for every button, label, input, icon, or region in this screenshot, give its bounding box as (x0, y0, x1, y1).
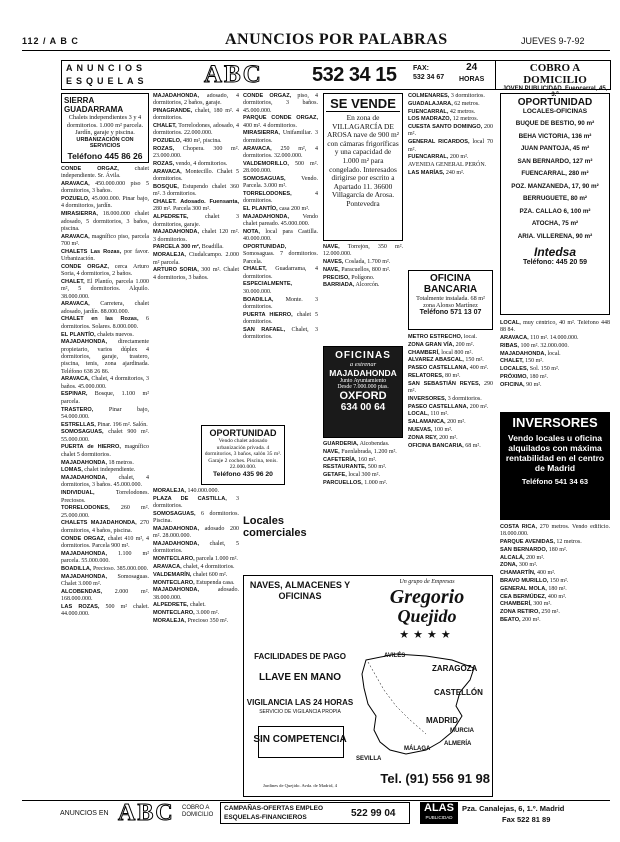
classified-ad: TORRELODONES, 4 dormitorios. (243, 190, 318, 205)
classified-ad: EL PLANTÍO, casa 200 m². (243, 205, 310, 212)
classified-ad: GENERAL MOLA, 180 m². (500, 585, 567, 592)
classified-ad: ROZAS, Chopera. 300 m². 23.000.000. (153, 146, 239, 160)
classified-ad: MONTECLARO, 3.000 m². (153, 610, 220, 617)
classified-ad: BOADILLA, Precioso. 385.000.000. (61, 565, 149, 572)
classified-ad: ARAVACA, Carretera, chalet adosado, jardín. 88.000.000. (61, 301, 149, 315)
classified-ad: PASEO CASTELLANA, 400 m². (408, 365, 489, 372)
oportunidad-item: ARIA. VILLERENA, 90 m² (517, 232, 593, 240)
oportunidad-item: BERRUGUETE, 80 m² (522, 195, 588, 202)
classified-ad: CONDE ORGAZ, chalet independiente. Sr. Ávila. (61, 166, 149, 180)
classified-ad: VALDEMORILLO, 500 m². 28.000.000. (243, 160, 318, 174)
classified-ad: ARAVACA, magnífico piso, parcela 700 m². (61, 233, 149, 247)
banner-fax: FAX: 532 34 67 (413, 65, 445, 81)
classified-ad: RESTAURANTE, 500 m². (323, 464, 387, 471)
abc-logo: ABC (204, 61, 263, 88)
classified-ad: LOMAS, chalet independiente. (61, 467, 136, 474)
footer-anuncios: ANUNCIOS EN (60, 810, 109, 817)
classified-ad: LOCALES, Sol. 150 m². (500, 366, 560, 373)
banner-anuncios: ANUNCIOS (66, 63, 147, 73)
classified-ad: TRASTERO, Pinar bajo, 54.000.000. (61, 406, 149, 420)
classified-ad: CHALET, Guadarrama, 4 dormitorios. (243, 266, 318, 280)
classified-ad: ARAVACA, Chalet, 4 dormitorios, 3 baños. 45.000.000. (61, 376, 149, 390)
classified-ad: MORALEJA, Precioso 350 m². (153, 618, 229, 625)
classified-ad: ZONA REY, 200 m². (408, 434, 458, 441)
classified-ad: MAJADAHONDA, adosado 200 m². 28.000.000. (153, 525, 239, 540)
classified-ad: ALCALÁ, 200 m². (500, 554, 545, 561)
classified-ad: SAN BERNARDO, 180 m². (500, 546, 568, 553)
classified-ad: ARTURO SORIA, 300 m². Chalet 4 dormitorios, 3 baños. (153, 267, 239, 281)
naves-quejido-ad: NAVES, ALMACENES Y OFICINAS FACILIDADES DE PAGO LLAVE EN MANO VIGILANCIA LAS 24 HORAS SERVICIO DE VIGILANCIA PROPIA SIN COMPETENCIA Jardines de Quejido. Avda. de Madrid, 4 Un grupo de Empresas Gregorio Quejido ★★★★ AVILÉS ZARAGOZA CASTELLÓN MADRID SEVILLA MÁLAGA ALMERÍA MURCIA Tel. (91) 556 91 98 (243, 575, 493, 797)
sin-competencia: SIN COMPETENCIA (253, 734, 347, 745)
classified-ad: ARAVACA, Montecillo. Chalet 5 dormitorios. (153, 168, 239, 183)
classified-ad: FUENCARRAL, 200 m². (408, 154, 469, 161)
classified-ad: MAJADAHONDA, Somosaguas. Chalet 3.000 m². (61, 573, 149, 587)
footer-address: Pza. Canalejas, 6, 1.º. Madrid (462, 804, 565, 813)
banner-phone: 532 34 15 (312, 64, 397, 86)
classified-ad: COSTA RICA, 270 metros. Vendo edificio. 18.000.000. (500, 524, 610, 538)
classified-ad: PARCUELLOS, 1.000 m². (323, 479, 388, 486)
classified-ad: CONDE ORGAZ, piso, 4 dormitorios, 3 baños. 45.000.000. (243, 93, 318, 114)
sierra-phone: Teléfono 445 86 26 (67, 150, 143, 161)
classified-column-5b (408, 334, 493, 574)
classified-ad: PASEO CASTELLANA, 200 m². (408, 403, 489, 410)
classified-ad: POZUELO, 480 m², piscina. (153, 138, 222, 145)
classified-ad: INDIVIDUAL, Torrelodones. Preciosos. (61, 490, 149, 504)
section-title: ANUNCIOS POR PALABRAS (225, 31, 448, 48)
classified-ad: SALAMANCA, 200 m². (408, 419, 466, 426)
classified-ad: RIBAS, 100 m². 32.000.000. (500, 342, 569, 349)
se-vende-ad: SE VENDE En zona de VILLAGARCÍA DE AROSA nave de 900 m² con cámaras frigoríficas y una capacidad de 1.000 m² para congelado. Interesados dirigirse por escrito a Apartado 11. 36600 Villagarcía de Arosa. Pontevedra (323, 93, 403, 241)
oportunidad-item: SAN BERNARDO, 127 m² (517, 157, 593, 165)
classified-ad: SOMOSAGUAS, chalet 900 m². 55.000.000. (61, 429, 149, 443)
sierra-title: SIERRA GUADARRAMA (64, 96, 124, 114)
classified-ad: LAS MARÍAS, 240 m². (408, 169, 465, 176)
classified-ad: OFICINA BANCARIA, 68 m². (408, 442, 481, 449)
city-1: AVILÉS (384, 653, 406, 659)
bancaria-ad: OFICINA BANCARIA Totalmente instalada. 68 m² zona Alonso Martínez Teléfono 571 13 07 (408, 270, 493, 330)
classified-ad: LAS ROZAS, 500 m² chalet. 44.000.000. (61, 603, 149, 618)
classified-ad: ALCOBENDAS, 2.000 m². 168.000.000. (61, 588, 149, 602)
oportunidad-item: BEHA VICTORIA, 136 m² (518, 132, 592, 140)
classified-ad: RELATORES, 80 m². (408, 372, 461, 379)
classified-ad: EL PLANTÍO, chalets nuevos. (61, 331, 134, 338)
alas-logo: ALAS PUBLICIDAD (420, 802, 458, 824)
banner-hours: 24 HORAS (459, 62, 485, 83)
classified-ad: ROZAS, vendo, 4 dormitorios. (153, 161, 228, 168)
classified-ad: NAVE, Paracuellos, 800 m². (323, 266, 391, 273)
classified-ad: PINAGRANDE, chalet, 180 m². 4 dormitorios. (153, 108, 239, 122)
classified-ad: MIRASIERRA, Unifamiliar. 3 dormitorios. (243, 130, 318, 144)
city-4: MADRID (426, 716, 458, 725)
classified-ad: BOSQUE, Estupendo chalet 360 m². 3 dormitorios. (153, 184, 239, 198)
banner-labels (66, 62, 148, 88)
classified-ad: METRO ESTRECHO, local. (408, 334, 478, 340)
classified-ad: ALVAREZ ABASCAL, 150 m². (408, 357, 484, 364)
classified-ad: ALPEDRETE, chalet 3 dormitorios, garaje. (153, 214, 239, 228)
classified-column-2 (153, 93, 239, 423)
classified-ad: CONDE ORGAZ, chalet 410 m², 4 dormitorios. Parcela 900 m². (61, 535, 149, 549)
classified-ad: SAN SEBASTIÁN REYES, 290 m². (408, 380, 493, 395)
oportunidad-items (504, 118, 606, 243)
classified-ad: NAVE, Torrejón, 350 m². 12.000.000. (323, 244, 403, 258)
banner-cobro: COBRO A DOMICILIO JOVEN PUBLICIDAD. Fuencarral, 45, 3.º (502, 62, 608, 98)
classified-ad: ZONA RETIRO, 250 m². (500, 609, 560, 616)
classified-ad: ZONA, 300 m². (500, 562, 538, 569)
classified-ad: PARCELA 300 m², Boadilla. (153, 244, 224, 251)
classified-ad: SOMOSAGUAS, 6 dormitorios. Piscina. (153, 510, 239, 525)
classified-ad: CHALETS MAJADAHONDA, 270 dormitorios, 4 baños, piscina. (61, 520, 149, 534)
page-number: 112 / A B C (22, 36, 79, 46)
classified-ad: AVENIDA GENERAL PERÓN. (408, 162, 487, 169)
classified-ad: PUERTA HIERRO, chalet 5 dormitorios. (243, 311, 318, 325)
classified-ad: CAFETERÍA, 160 m². (323, 456, 377, 463)
classified-ad: MONTECLARO, Estupenda casa. (153, 579, 235, 586)
footer-fax: Fax 522 81 89 (502, 815, 551, 824)
classified-ad: OFICINA, 90 m². (500, 381, 542, 388)
classified-ad: MIRASIERRA, 18.000.000 chalet adosado, 5 dormitorios, 3 baños, piscina. (61, 211, 149, 232)
classified-ad: POZUELO, 45.000.000. Pinar bajo, 4 dormitorios, jardín. (61, 196, 149, 210)
classified-ad: MAJADAHONDA, 1.100 m² parcela. 55.000.000. (61, 550, 149, 564)
classified-ad: MORALEJA, 140.000.000. (153, 488, 219, 494)
oportunidad-ad: OPORTUNIDAD Vendo chalet adosado urbanización privada. 4 dormitorios, 3 baños, salón 35 m². Garaje 2 coches. Piscina, tenis. 22.000.000. Teléfono 435 96 20 (201, 425, 285, 485)
classified-ad: LOS MADRAZO, 12 metros. (408, 116, 479, 123)
classified-ad: GENERAL RICARDOS, local 70 m². (408, 139, 493, 153)
oportunidad-item: FUENCARRAL, 280 m² (521, 170, 589, 177)
classified-ad: MONTECLARO, parcela 1.000 m². (153, 556, 238, 563)
sierra-sub: URBANIZACIÓN CON SERVICIOS (76, 136, 134, 149)
classified-ad: ARAVACA, 450.000.000 piso 5 dormitorios, 3 baños. (61, 181, 149, 195)
classified-ad: SOMOSAGUAS, Vendo. Parcela. 3.000 m². (243, 175, 318, 190)
classified-ad: CHALET, Torrelodones, adosado, 4 dormitorios. 22.000.000. (153, 123, 239, 137)
classified-ad: INVERSORES, 3 dormitorios. (408, 395, 482, 402)
classified-ad: ESPINAR, Bosque, 1.100 m² parcela. (61, 391, 149, 405)
classified-ad: CHAMBERÍ, 300 m². (500, 601, 552, 608)
classified-ad: NUEVAS, 100 m². (408, 427, 453, 434)
stars: ★★★★ (399, 629, 455, 641)
classified-ad: CEA BERMÚDEZ, 400 m². (500, 593, 567, 600)
classified-ad: BARRIADA, Alcorcón. (323, 282, 380, 289)
classified-ad: CUESTA SANTO DOMINGO, 200 m². (408, 124, 493, 138)
classified-ad: CHAMBERÍ, local 800 m². (408, 349, 473, 356)
sierra-ad (61, 93, 149, 163)
classified-ad: CHAMARTÍN, 400 m². (500, 570, 556, 577)
quejido-phone: Tel. (91) 556 91 98 (380, 771, 490, 786)
classified-ad: VALDEMARÍN, chalet 600 m². (153, 571, 228, 578)
classified-ad: CHALET, 150 m². (500, 358, 544, 365)
classified-ad: BEATO, 200 m². (500, 617, 541, 624)
oportunidad-item: PZA. CALLAO 6, 100 m² (519, 207, 591, 215)
classified-ad: MAJADAHONDA, chalet, 5 dormitorios. (153, 541, 239, 555)
classified-column-3 (243, 93, 318, 573)
classified-ad: LOCAL, muy céntrico, 40 m². Teléfono 448 88 84. (500, 320, 610, 334)
footer-cobro: COBRO A DOMICILIO (182, 805, 214, 818)
classified-ad: CHALET, El Plantío, parcela 1.000 m², 5 dormitorios. Alquilo. 38.000.000. (61, 278, 149, 300)
classified-ad: NAVES, Coslada, 1.700 m². (323, 259, 391, 266)
city-6: MÁLAGA (404, 746, 431, 752)
classified-ad: BOADILLA, Monte. 3 dormitorios. (243, 296, 318, 310)
classified-ad: MAJADAHONDA, chalet 120 m². 3 dormitorios. (153, 229, 239, 243)
footer-abc-logo: ABC (118, 800, 175, 826)
oportunidad-locales-ad: OPORTUNIDAD LOCALES-OFICINAS BUQUE DE BESTIO, 90 m² BEHA VICTORIA, 136 m² JUAN PANTOJA, 45 m² SAN BERNARDO, 127 m² FUENCARRAL, 280 m² POZ. MANZANEDA, 17, 90 m² BERRUGUETE, 80 m² PZA. CALLAO 6, 100 m² ATOCHA, 75 m² ARIA. VILLERENA, 90 m² Intedsa Teléfono: 445 20 59 (500, 93, 610, 315)
classified-column-4b (323, 441, 403, 573)
sierra-body: Chalets independientes 3 y 4 dormitorios. 1.000 m² parcela. Jardín, garaje y piscina. (66, 114, 144, 136)
classified-ad: ZONA GRAN VÍA, 200 m². (408, 341, 475, 348)
oportunidad-item: POZ. MANZANEDA, 17, 90 m² (511, 182, 599, 190)
classified-ad: ESPECIALMENTE, 30.000.000. (243, 281, 293, 295)
classified-column-4 (323, 244, 403, 344)
classified-ad: BRAVO MURILLO, 150 m². (500, 578, 569, 585)
classified-ad: ARAVACA, chalet, 4 dormitorios. (153, 563, 235, 570)
oportunidad-item: JUAN PANTOJA, 45 m² (520, 145, 590, 152)
header-rule (22, 50, 610, 51)
oficinas-ad: OFICINAS a estrenar MAJADAHONDA Junto Ayuntamiento Desde 7.000.000 ptas. OXFORD 634 00 64 (323, 346, 403, 438)
classified-ad: OPORTUNIDAD, Somosaguas. 7 dormitorios. Parcela. (243, 243, 318, 265)
locales-heading: Locales comerciales (243, 515, 307, 539)
classified-ad: NAVE, Fuenlabrada, 1.200 m². (323, 448, 397, 455)
classified-ad: ARAVACA, 250 m², 4 dormitorios. 32.000.000. (243, 145, 318, 159)
classified-column-2b (153, 488, 239, 796)
classified-ad: GUADALAJARA, 62 metros. (408, 100, 480, 107)
classified-ad: PRECISO, Polígono. (323, 274, 375, 281)
classified-ad: MAJADAHONDA, adosado. 38.000.000. (153, 587, 239, 601)
classified-ad: ALPEDRETE, chalet. (153, 602, 206, 609)
classified-ad: MORALEJA, Ciudalcampo. 2.000 m² parcela. (153, 252, 239, 266)
classified-ad: GETAFE, local 300 m². (323, 472, 380, 479)
classified-column-6 (500, 320, 610, 408)
classified-ad: PRÓXIMO, 180 m². (500, 374, 548, 381)
classified-ad: MAJADAHONDA, adosado, 4 dormitorios, 2 baños, garaje. (153, 93, 239, 107)
classified-ad: CHALETS Las Rozas, por favor. Urbanización. (61, 248, 149, 263)
classified-ad: ESTRELLAS, Pinar. 196 m². Salón. (61, 421, 148, 428)
classified-ad: CONDE ORGAZ, cerca Arturo Soria, 4 dormitorios, 2 baños. (61, 263, 149, 278)
classified-ad: FUENCARRAL, 42 metros. (408, 108, 476, 115)
oportunidad-item: BUQUE DE BESTIO, 90 m² (515, 120, 595, 127)
classified-column-5 (408, 93, 493, 268)
classified-column-1 (61, 166, 149, 796)
classified-ad: CHALET. Adosado. Fuensanta, 280 m². Parcela 300 m². (153, 199, 239, 213)
banner-esquelas: ESQUELAS (66, 76, 148, 86)
classified-ad: PUERTA de HIERRO, magnífico chalet 5 dormitorios. (61, 444, 149, 458)
classified-ad: NOTA, local para Castilla. 40.000.000. (243, 228, 318, 243)
inversores-ad: INVERSORES Vendo locales u oficina alquilados con máxima rentabilidad en el centro de Madrid Teléfono 541 34 63 (500, 412, 610, 520)
classified-ad: LOCAL, 110 m². (408, 411, 449, 418)
city-5: SEVILLA (356, 756, 382, 762)
classified-ad: MAJADAHONDA, local. (500, 350, 561, 357)
classified-ad: PLAZA DE CASTILLA, 3 dormitorios. (153, 495, 239, 510)
classified-ad: ARAVACA, 110 m². 14.000.000. (500, 335, 579, 342)
classified-ad: SAN RAFAEL, Chalet, 3 dormitorios. (243, 326, 318, 340)
page-date: JUEVES 9-7-92 (521, 36, 585, 46)
classified-column-7 (500, 524, 610, 796)
city-7: ALMERÍA (444, 741, 472, 747)
classified-ad: MAJADAHONDA, Vendo chalet pareado. 45.000.000. (243, 213, 318, 228)
classified-ad: CHALET en las Rozas, 6 dormitorios. Solares. 8.000.000. (61, 316, 149, 330)
classified-ad: TORRELODONES, 260 m². 25.000.000. (61, 505, 149, 519)
city-2: ZARAGOZA (432, 664, 478, 673)
classified-ad: COLMENARES, 3 dormitorios. (408, 93, 485, 99)
footer-campanas-box: CAMPAÑAS-OFERTAS EMPLEO ESQUELAS-FINANCIEROS 522 99 04 (220, 802, 410, 824)
classified-ad: GUARDERÍA, Alcobendas. (323, 441, 390, 447)
city-8: MURCIA (450, 728, 474, 734)
classified-ad: MAJADAHONDA, chalet, 4 dormitorios, 3 baños. 45.000.000. (61, 475, 149, 489)
oportunidad-item: ATOCHA, 75 m² (531, 220, 579, 227)
classified-ad: MAJADAHONDA, 18 metros. (61, 459, 134, 466)
classified-ad: PARQUE CONDE ORGAZ, 400 m². 4 dormitorios. (243, 115, 318, 129)
classified-ad: MAJADAHONDA, directamente propietario, varios dúplex 4 dormitorios, garaje, trastero, piscina, tenis, zona ajardinada. Teléfono 638 26 86. (61, 339, 149, 375)
classified-ad: PARQUE AVENIDAS, 12 metros. (500, 539, 582, 546)
city-3: CASTELLÓN (434, 688, 483, 697)
